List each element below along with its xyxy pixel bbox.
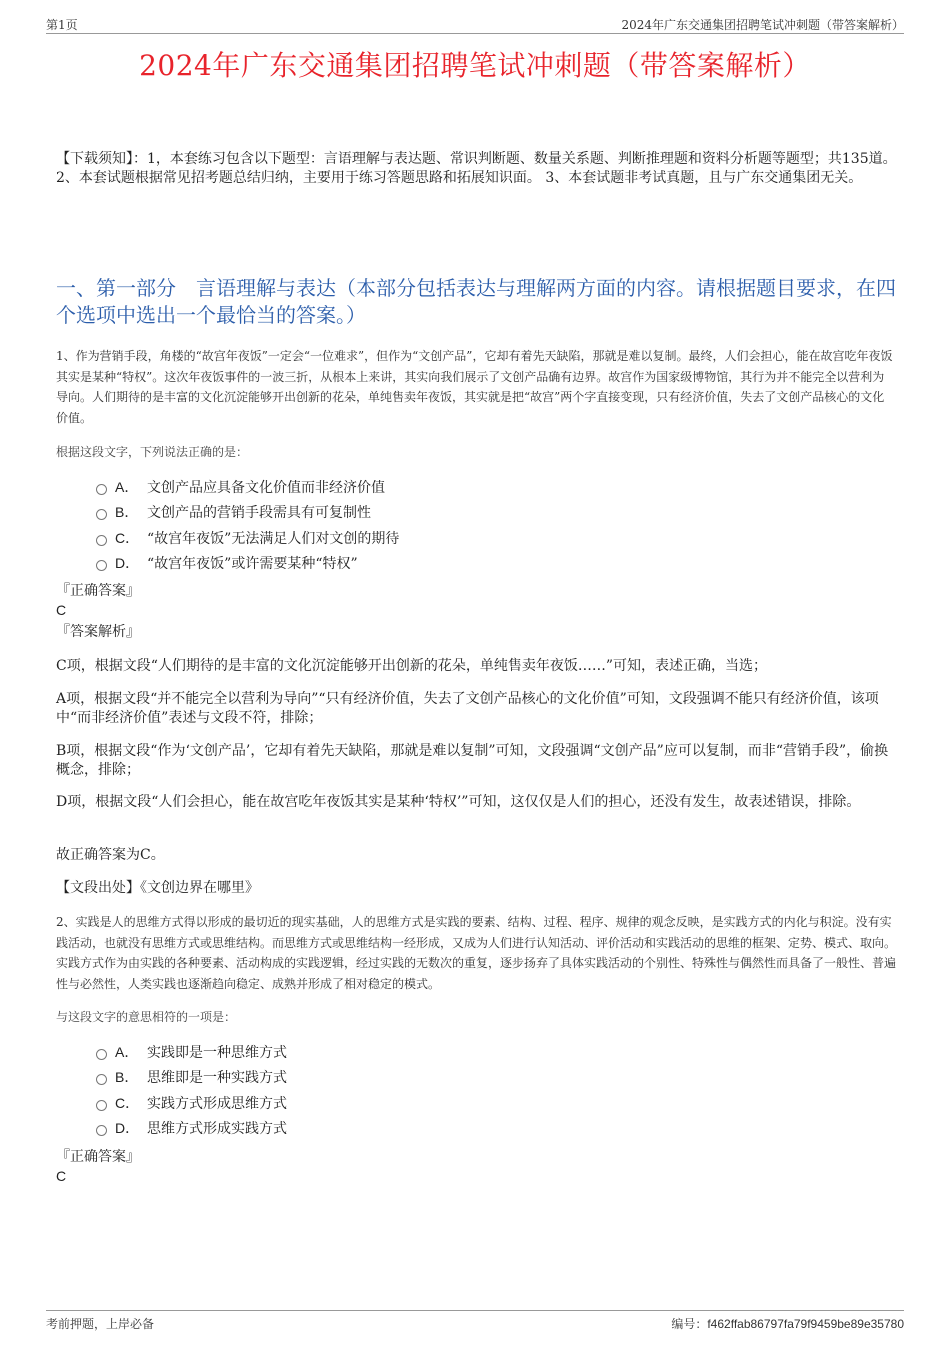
- radio-icon[interactable]: [96, 1100, 107, 1111]
- question-1-options: [96, 474, 399, 576]
- footer-slogan: 考前押题，上岸必备: [46, 1317, 155, 1331]
- page-footer: [46, 1310, 904, 1331]
- radio-icon[interactable]: [96, 1049, 107, 1060]
- page-number-label: 第1页: [46, 18, 78, 32]
- analysis-paragraph: A项，根据文段“并不能完全以营利为导向”“只有经济价值，失去了文创产品核心的文化价值”可知，文段强调不能只有经济价值，该项中“而非经济价值”表述与文段不符，排除；: [56, 691, 879, 726]
- answer-value: C: [56, 602, 67, 618]
- radio-icon[interactable]: [96, 1074, 107, 1085]
- answer-label: 『正确答案』: [56, 583, 140, 599]
- page-header: [46, 16, 904, 34]
- option-d[interactable]: D． “故宫年夜饭”或许需要某种“特权”: [96, 551, 399, 577]
- radio-icon[interactable]: [96, 560, 107, 571]
- question-1-text: 1、作为营销手段，角楼的“故宫年夜饭”一定会“一位难求”，但作为“文创产品”，它却有着先天缺陷，那就是难以复制。最终，人们会担心，能在故宫吃年夜饭其实是某种“特权”。这次年夜饭事件的一波三折，从根本上来讲，其实向我们展示了文创产品确有边界。故宫作为国家级博物馆，其行为并不能完全以营利为导向。人们期待的是丰富的文化沉淀能够开出创新的花朵，单纯售卖年夜饭，其实就是把“故宫”两个字直接变现，只有经济价值，失去了文创产品核心的文化价值。: [56, 349, 893, 425]
- section-heading: 一、第一部分 言语理解与表达（本部分包括表达与理解两方面的内容。请根据题目要求，在四个选项中选出一个最恰当的答案。）: [56, 276, 896, 327]
- question-1-prompt: 根据这段文字，下列说法正确的是：: [56, 445, 249, 459]
- question-2-options: [96, 1039, 287, 1141]
- source-note: 【文段出处】《文创边界在哪里》: [56, 880, 259, 896]
- radio-icon[interactable]: [96, 535, 107, 546]
- header-doc-title: 2024年广东交通集团招聘笔试冲刺题（带答案解析）: [621, 18, 904, 32]
- option-c[interactable]: C． “故宫年夜饭”无法满足人们对文创的期待: [96, 525, 399, 551]
- radio-icon[interactable]: [96, 1125, 107, 1136]
- footer-code: 编号：f462ffab86797fa79f9459be89e35780: [671, 1317, 904, 1331]
- download-notice: 【下载须知】：1，本套练习包含以下题型：言语理解与表达题、常识判断题、数量关系题、判断推理题和资料分析题等题型；共135道。 2、本套试题根据常见招考题总结归纳，主要用于练习答题思路和拓展知识面。 3、本套试题非考试真题，且与广东交通集团无关。: [56, 151, 897, 186]
- answer-value: C: [56, 1168, 67, 1184]
- radio-icon[interactable]: [96, 484, 107, 495]
- analysis-paragraph: C项，根据文段“人们期待的是丰富的文化沉淀能够开出创新的花朵，单纯售卖年夜饭……”可知，表述正确，当选；: [56, 658, 768, 674]
- analysis-label: 『答案解析』: [56, 624, 140, 640]
- option-a[interactable]: A． 实践即是一种思维方式: [96, 1039, 287, 1065]
- option-b[interactable]: B． 思维即是一种实践方式: [96, 1065, 287, 1091]
- page-title: 2024年广东交通集团招聘笔试冲刺题（带答案解析）: [139, 49, 811, 82]
- analysis-paragraph: B项，根据文段“作为‘文创产品’，它却有着先天缺陷，那就是难以复制”可知，文段强调“文创产品”应可以复制，而非“营销手段”，偷换概念，排除；: [56, 743, 889, 778]
- analysis-conclusion: 故正确答案为C。: [56, 847, 165, 863]
- option-a[interactable]: A． 文创产品应具备文化价值而非经济价值: [96, 474, 399, 500]
- radio-icon[interactable]: [96, 509, 107, 520]
- analysis-paragraph: D项，根据文段“人们会担心，能在故宫吃年夜饭其实是某种‘特权’”可知，这仅仅是人们的担心，还没有发生，故表述错误，排除。: [56, 794, 861, 810]
- option-b[interactable]: B． 文创产品的营销手段需具有可复制性: [96, 500, 399, 526]
- answer-label: 『正确答案』: [56, 1149, 140, 1165]
- option-d[interactable]: D． 思维方式形成实践方式: [96, 1116, 287, 1142]
- option-c[interactable]: C． 实践方式形成思维方式: [96, 1090, 287, 1116]
- question-2-text: 2、实践是人的思维方式得以形成的最切近的现实基础，人的思维方式是实践的要素、结构、过程、程序、规律的观念反映，是实践方式的内化与积淀。没有实践活动，也就没有思维方式或思维结构。而思维方式或思维结构一经形成，又成为人们进行认知活动、评价活动和实践活动的思维的框架、定势、模式、取向。实践方式作为由实践的各种要素、活动构成的实践逻辑，经过实践的无数次的重复，逐步扬弃了具体实践活动的个别性、特殊性与偶然性而具备了一般性、普遍性与必然性，人类实践也逐渐趋向稳定、成熟并形成了相对稳定的模式。: [56, 915, 897, 991]
- question-2-prompt: 与这段文字的意思相符的一项是：: [56, 1010, 237, 1024]
